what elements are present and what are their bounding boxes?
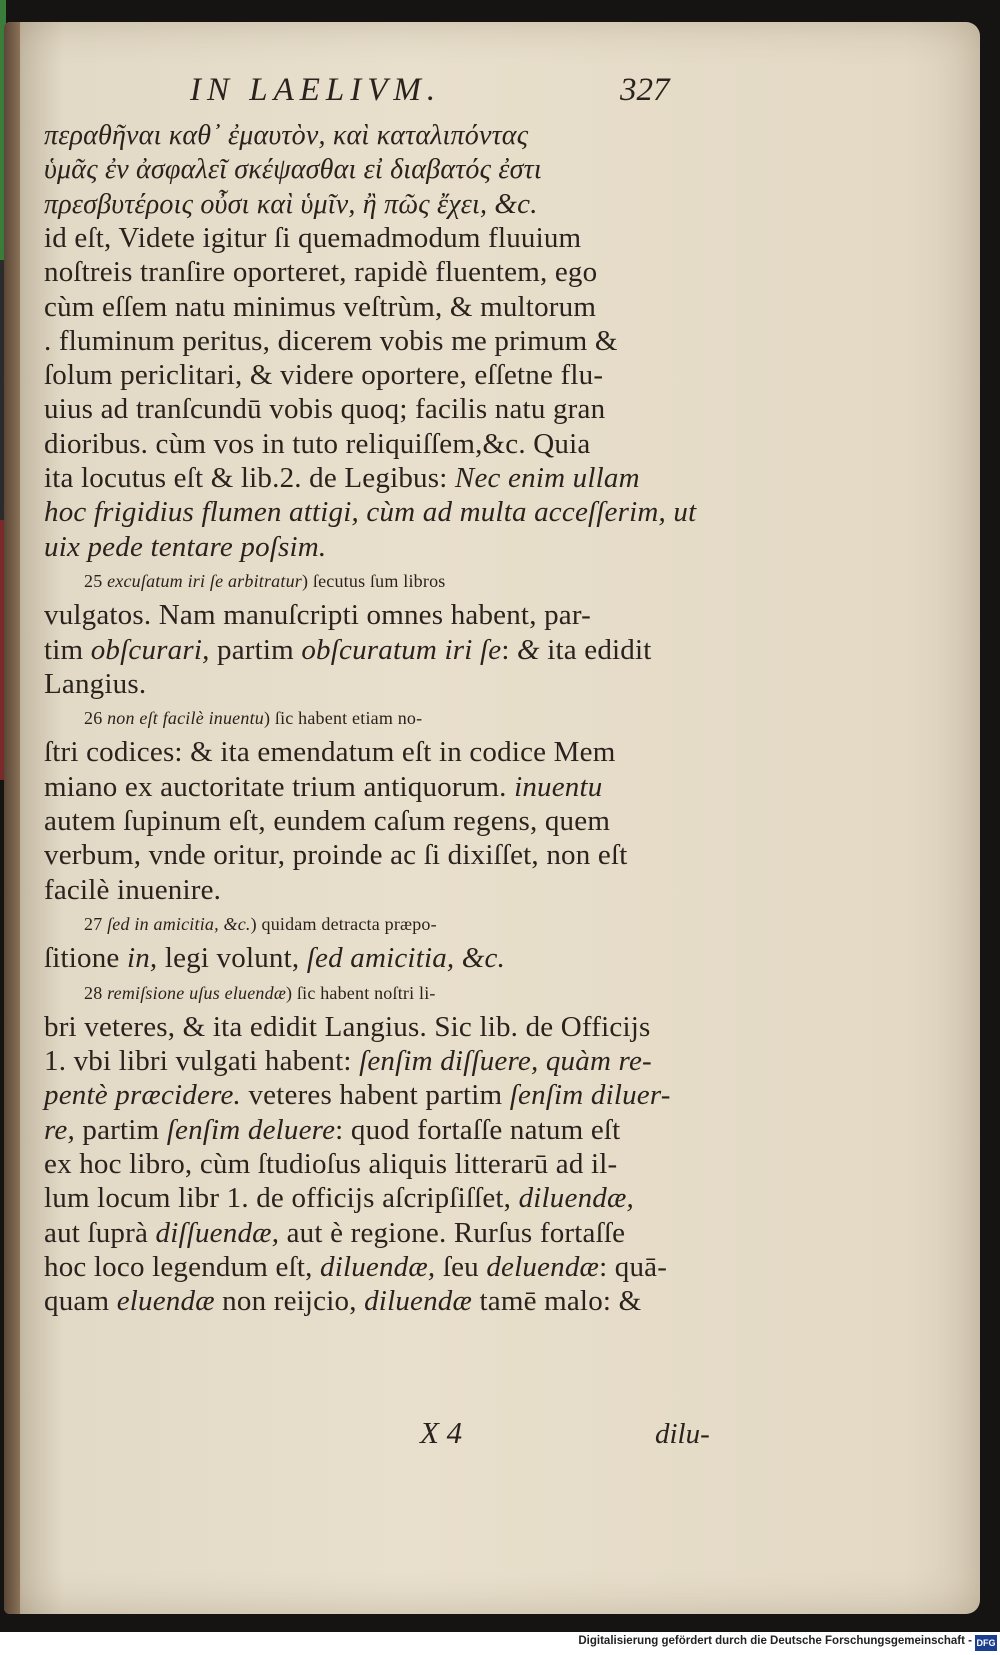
- text-line: [84, 564, 744, 598]
- text-line: [84, 701, 744, 735]
- dfg-logo: DFG: [975, 1635, 997, 1651]
- text-segment: ſolum periclitari, & videre oportere, eſſetne flu-: [44, 359, 604, 392]
- text-segment: inuentu: [514, 770, 603, 803]
- text-segment: :: [501, 633, 518, 666]
- text-segment: obſcuratum iri ſe: [301, 633, 502, 666]
- text-line: [44, 770, 704, 804]
- text-segment: περαθῆναι καθ᾽ ἐμαυτὸν, καὶ καταλιπόντας: [44, 120, 529, 151]
- text-segment: ſed in amicitia, &c.: [107, 913, 251, 934]
- text-line: [44, 1250, 704, 1284]
- text-segment: ita locutus eſt & lib.2. de Legibus:: [44, 462, 455, 494]
- text-segment: &: [517, 633, 540, 666]
- text-segment: : quā-: [599, 1250, 668, 1283]
- text-segment: autem ſupinum eſt, eundem caſum regens, quem: [44, 805, 611, 837]
- text-segment: noſtreis tranſire oporteret, rapidè fluentem, ego: [44, 256, 598, 289]
- text-segment: . fluminum peritus, dicerem vobis me primum &: [44, 324, 618, 357]
- text-line: [44, 1044, 704, 1078]
- text-segment: tamē malo: &: [472, 1285, 642, 1318]
- text-segment: Nec enim ullam: [454, 462, 640, 494]
- text-line: [44, 1284, 704, 1318]
- text-segment: uius ad tranſcundū vobis quoq; facilis natu gran: [44, 393, 606, 426]
- text-segment: lum locum libr 1. de officijs aſcripſiſſet,: [44, 1182, 519, 1215]
- text-segment: ) ſic habent noſtri li-: [286, 982, 436, 1003]
- text-segment: ſitione: [44, 942, 127, 975]
- text-segment: ſtri codices: & ita emendatum eſt in codice Mem: [44, 736, 616, 769]
- text-segment: non reijcio,: [214, 1285, 365, 1318]
- text-segment: 28: [84, 982, 108, 1003]
- text-segment: verbum, vnde oritur, proinde ac ſi dixiſſet, non eſt: [44, 839, 628, 872]
- footer-bar: [0, 1632, 1000, 1655]
- text-segment: ὑμᾶς ἐν ἀσφαλεῖ σκέψασθαι εἰ διαβατός ἐστι: [44, 154, 542, 186]
- running-header: [190, 72, 710, 112]
- text-segment: remiſsione uſus eluendæ: [107, 982, 287, 1003]
- text-segment: uix pede tentare poſsim.: [44, 530, 327, 563]
- text-segment: diluendæ: [364, 1285, 473, 1318]
- footer-text: Digitalisierung gefördert durch die Deutsche Forschungsgemeinschaft -: [578, 1635, 972, 1647]
- text-segment: eluendæ: [116, 1285, 215, 1318]
- text-line: [44, 495, 704, 529]
- text-segment: diluendæ,: [518, 1182, 634, 1215]
- text-line: [44, 633, 704, 667]
- text-segment: ex hoc libro, cùm ſtudioſus aliquis litterarū ad il-: [44, 1148, 618, 1180]
- text-segment: re,: [44, 1113, 75, 1146]
- text-line: [44, 1010, 704, 1044]
- text-segment: deluendæ: [486, 1250, 600, 1283]
- text-segment: pentè præcidere.: [44, 1079, 242, 1112]
- text-line: [44, 358, 704, 392]
- page-number: 327: [620, 72, 670, 108]
- text-line: [44, 667, 704, 701]
- text-segment: ſenſim deluere: [166, 1113, 336, 1146]
- text-segment: ita edidit: [539, 633, 652, 666]
- text-line: [44, 838, 704, 872]
- text-segment: tim: [44, 633, 91, 666]
- text-segment: diſſuendæ,: [155, 1216, 280, 1249]
- text-segment: Langius.: [44, 667, 147, 700]
- text-segment: obſcurari,: [90, 633, 210, 666]
- page-spine: [4, 22, 20, 1614]
- text-segment: ) quidam detracta præpo-: [250, 913, 437, 934]
- text-line: [44, 221, 704, 255]
- text-line: [44, 530, 704, 564]
- text-segment: hoc loco legendum eſt,: [44, 1250, 320, 1283]
- text-segment: : quod fortaſſe natum eſt: [335, 1113, 621, 1146]
- text-segment: bri veteres, & ita edidit Langius. Sic lib. de Officijs: [44, 1010, 651, 1043]
- text-segment: 25: [84, 570, 108, 591]
- text-segment: in,: [126, 942, 158, 975]
- signature-mark: X 4: [420, 1415, 463, 1450]
- text-segment: ) ſic habent etiam no-: [263, 708, 423, 729]
- text-segment: ſenſim diſſuere, quàm re-: [359, 1045, 652, 1078]
- text-line: [44, 1216, 704, 1250]
- text-segment: πρεσβυτέροις οὖσι καὶ ὑμῖν, ἢ πῶς ἔχει,: [44, 188, 495, 220]
- catchword: dilu-: [655, 1418, 710, 1450]
- text-line: [84, 976, 744, 1010]
- text-line: [44, 941, 704, 975]
- text-segment: 1. vbi libri vulgati habent:: [44, 1045, 360, 1078]
- text-segment: diluendæ,: [320, 1250, 436, 1283]
- text-line: [44, 255, 704, 289]
- text-segment: veteres habent partim: [241, 1079, 510, 1112]
- text-line: [44, 461, 704, 495]
- text-segment: quam: [44, 1285, 117, 1318]
- text-segment: 27: [84, 913, 108, 934]
- text-segment: miano ex auctoritate trium antiquorum.: [44, 770, 515, 803]
- text-line: [44, 1181, 704, 1215]
- text-segment: hoc frigidius flumen attigi, cùm ad multa acceſſerim, ut: [44, 496, 697, 529]
- text-line: [44, 804, 704, 838]
- text-line: [44, 873, 704, 907]
- text-segment: cùm eſſem natu minimus veſtrùm, & multorum: [44, 290, 597, 323]
- text-line: [44, 187, 704, 222]
- text-segment: ſeu: [435, 1250, 487, 1283]
- text-line: [44, 427, 704, 461]
- text-segment: ſed amicitia, &c.: [306, 942, 506, 975]
- text-segment: partim: [74, 1113, 167, 1146]
- text-line: [44, 152, 704, 187]
- text-line: [44, 1113, 704, 1147]
- text-segment: excuſatum iri ſe arbitratur: [107, 570, 302, 591]
- text-segment: aut è regione. Rurſus fortaſſe: [279, 1216, 626, 1249]
- text-segment: vulgatos. Nam manuſcripti omnes habent, par-: [44, 599, 591, 632]
- text-segment: id eſt, Videte igitur ſi quemadmodum fluuium: [44, 221, 582, 254]
- header-title: IN LAELIVM.: [190, 72, 442, 108]
- text-segment: &c.: [494, 187, 538, 220]
- text-segment: ) ſecutus ſum libros: [302, 570, 446, 591]
- text-line: [44, 735, 704, 769]
- text-line: [44, 324, 704, 358]
- text-segment: non eſt facilè inuentu: [107, 708, 264, 729]
- text-line: [44, 598, 704, 632]
- text-line: [44, 290, 704, 324]
- text-line: [84, 907, 744, 941]
- text-segment: legi volunt,: [157, 942, 307, 975]
- text-line: [44, 1147, 704, 1181]
- text-segment: 26: [84, 708, 108, 729]
- text-line: [44, 118, 704, 153]
- text-segment: facilè inuenire.: [44, 873, 222, 906]
- text-line: [44, 392, 704, 426]
- text-line: [44, 1078, 704, 1112]
- text-segment: aut ſuprà: [44, 1216, 156, 1249]
- text-segment: dioribus. cùm vos in tuto reliquiſſem,&c. Quia: [44, 427, 591, 460]
- text-segment: ſenſim diluer-: [509, 1079, 671, 1112]
- text-segment: partim: [209, 633, 302, 666]
